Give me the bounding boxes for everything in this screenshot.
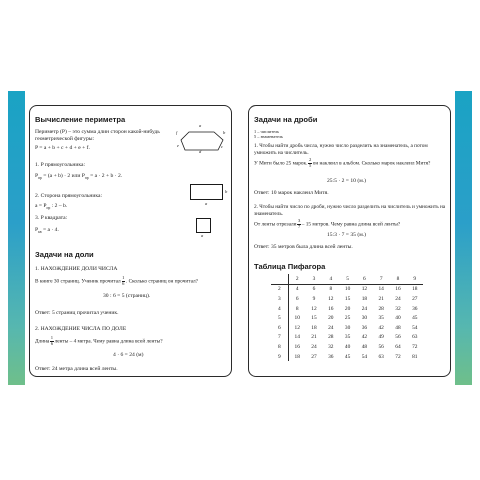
pythagoras-cell: 20 bbox=[344, 305, 351, 312]
pythagoras-cell: 24 bbox=[361, 305, 368, 312]
pythagoras-cell: 40 bbox=[344, 343, 351, 350]
pythagoras-header-cell: 3 bbox=[306, 274, 323, 284]
pythagoras-cell: 25 bbox=[344, 315, 351, 322]
pythagoras-cell: 28 bbox=[378, 305, 384, 312]
fraction-problem-1: У Мити было 25 марок. $\frac{2}{5}$ он наклеил в альбом. Сколько марок наклеил Митя? bbox=[254, 157, 431, 168]
pythagoras-cell: 30 bbox=[361, 315, 368, 322]
pythagoras-row bbox=[271, 304, 423, 314]
pythagoras-cell: 63 bbox=[378, 353, 384, 360]
pythagoras-cell: 21 bbox=[311, 334, 317, 341]
pythagoras-cell: 28 bbox=[328, 334, 334, 341]
pythagoras-cell: 12 bbox=[294, 324, 300, 331]
pythagoras-cell: 72 bbox=[412, 343, 418, 350]
pythagoras-header-cell: 2 bbox=[288, 274, 305, 284]
pythagoras-cell: 72 bbox=[395, 353, 401, 360]
fraction-answer-2: Ответ: 35 метров была длина всей ленты. bbox=[254, 244, 353, 250]
square-heading: 3. P квадрата: bbox=[35, 215, 68, 221]
pythagoras-cell: 24 bbox=[328, 324, 334, 331]
pythagoras-cell: 35 bbox=[378, 315, 384, 322]
pythagoras-header-cell: 5 bbox=[339, 274, 356, 284]
pythagoras-header-cell: 6 bbox=[356, 274, 373, 284]
fraction-tasks-title: Задачи на дроби bbox=[254, 115, 318, 124]
pythagoras-cell: 24 bbox=[395, 295, 401, 302]
pythagoras-cell: 48 bbox=[395, 324, 401, 331]
pythagoras-cell: 12 bbox=[361, 286, 368, 293]
pythagoras-cell: 16 bbox=[294, 343, 300, 350]
pythagoras-cell: 8 bbox=[329, 286, 333, 293]
pythagoras-cell: 36 bbox=[412, 305, 418, 312]
pythagoras-cell: 63 bbox=[412, 334, 418, 341]
fraction-rule-1: 1. Чтобы найти дробь числа, нужно число разделить на знаменатель, а потом умножить на числитель. bbox=[254, 143, 428, 156]
pythagoras-cell: 54 bbox=[361, 353, 368, 360]
pythagoras-row bbox=[271, 352, 423, 362]
pythagoras-cell: 12 bbox=[328, 295, 334, 302]
pythagoras-cell: 14 bbox=[294, 334, 300, 341]
hexagon-label-f: f bbox=[176, 130, 178, 135]
right-page bbox=[243, 97, 455, 381]
hexagon-label-a: a bbox=[199, 123, 202, 128]
pythagoras-cell: 16 bbox=[328, 305, 334, 312]
fraction-answer-1: Ответ: 10 марок наклеил Митя. bbox=[254, 190, 329, 196]
pythagoras-row-label: 8 bbox=[271, 342, 288, 352]
pythagoras-row bbox=[271, 342, 423, 352]
right-reference-box bbox=[248, 105, 451, 377]
rectangle-figure bbox=[190, 184, 223, 200]
pythagoras-row-label: 5 bbox=[271, 313, 288, 323]
square-figure bbox=[196, 218, 211, 233]
pythagoras-row-label: 4 bbox=[271, 304, 288, 314]
side-formula: $a = P_{пр}$ : 2 – b. bbox=[35, 203, 68, 211]
pythagoras-cell: 48 bbox=[361, 343, 368, 350]
pythagoras-row-label: 7 bbox=[271, 333, 288, 343]
fractions-title: Задачи на доли bbox=[35, 250, 94, 259]
number-by-part-calc: 4 · 6 = 24 (м) bbox=[113, 352, 144, 358]
pythagoras-cell: 45 bbox=[412, 315, 418, 322]
pythagoras-cell: 42 bbox=[361, 334, 368, 341]
pythagoras-row bbox=[271, 323, 423, 333]
pythagoras-header-cell: 7 bbox=[373, 274, 390, 284]
pythagoras-row bbox=[271, 284, 423, 294]
pythagoras-row-label: 9 bbox=[271, 352, 288, 362]
pythagoras-cell: 54 bbox=[412, 324, 418, 331]
pythagoras-row bbox=[271, 313, 423, 323]
rect-formula: $P_{пр} = (a + b) \cdot 2$ или $P_{пр} = a \cdot 2 + b \cdot 2$. bbox=[35, 173, 123, 181]
side-heading: 2. Сторона прямоугольника: bbox=[35, 193, 103, 199]
number-by-part-heading: 2. НАХОЖДЕНИЕ ЧИСЛА ПО ДОЛЕ bbox=[35, 326, 127, 332]
left-reference-box bbox=[29, 105, 232, 377]
hexagon-label-c: c bbox=[221, 144, 224, 149]
pythagoras-cell: 15 bbox=[344, 295, 351, 302]
pythagoras-cell: 10 bbox=[344, 286, 351, 293]
pythagoras-cell: 56 bbox=[395, 334, 401, 341]
pythagoras-cell: 35 bbox=[344, 334, 351, 341]
pythagoras-cell: 6 bbox=[295, 295, 299, 302]
pythagoras-row-label: 3 bbox=[271, 294, 288, 304]
pythagoras-cell: 24 bbox=[311, 343, 317, 350]
pythagoras-cell: 4 bbox=[295, 286, 299, 293]
pythagoras-cell: 49 bbox=[378, 334, 384, 341]
number-by-part-answer: Ответ: 24 метра длина всей ленты. bbox=[35, 366, 118, 372]
pythagoras-cell: 30 bbox=[344, 324, 351, 331]
square-label-a: a bbox=[201, 233, 204, 238]
rect-heading: 1. P прямоугольника: bbox=[35, 162, 86, 168]
pythagoras-cell: 9 bbox=[312, 295, 316, 302]
pythagoras-cell: 14 bbox=[378, 286, 384, 293]
hexagon-label-e: e bbox=[177, 143, 180, 148]
pythagoras-cell: 10 bbox=[294, 315, 300, 322]
pythagoras-cell: 81 bbox=[412, 353, 418, 360]
pythagoras-row bbox=[271, 294, 423, 304]
rect-label-b: b bbox=[225, 189, 228, 194]
pythagoras-cell: 64 bbox=[395, 343, 401, 350]
pythagoras-cell: 56 bbox=[378, 343, 384, 350]
number-by-part-problem: Длина $\frac{1}{6}$ ленты – 4 метра. Чему равна длина всей ленты? bbox=[35, 335, 163, 346]
pythagoras-cell: 42 bbox=[378, 324, 384, 331]
pythagoras-cell: 40 bbox=[395, 315, 401, 322]
pythagoras-cell: 27 bbox=[412, 295, 418, 302]
pythagoras-table bbox=[271, 274, 423, 361]
pythagoras-cell: 32 bbox=[328, 343, 334, 350]
pythagoras-cell: 20 bbox=[328, 315, 334, 322]
pythagoras-row-label: 6 bbox=[271, 323, 288, 333]
pythagoras-header-cell: 4 bbox=[322, 274, 339, 284]
pythagoras-header-cell: 8 bbox=[390, 274, 407, 284]
pythagoras-row bbox=[271, 333, 423, 343]
pythagoras-cell: 18 bbox=[361, 295, 368, 302]
pythagoras-cell: 15 bbox=[311, 315, 317, 322]
fraction-problem-2: От ленты отрезали $\frac{3}{7}$ – 15 метров. Чему равна длина всей ленты? bbox=[254, 218, 401, 229]
pythagoras-cell: 18 bbox=[412, 286, 418, 293]
perimeter-definition: Периметр (P) – это сумма длин сторон какой-нибудь геометрической фигуры: bbox=[35, 129, 160, 142]
pythagoras-cell: 36 bbox=[328, 353, 334, 360]
pythagoras-cell: 6 bbox=[312, 286, 316, 293]
pythagoras-cell: 36 bbox=[361, 324, 368, 331]
numerator-legend: 1 – числитель bbox=[254, 129, 280, 134]
pythagoras-cell: 16 bbox=[395, 286, 401, 293]
pythagoras-cell: 32 bbox=[395, 305, 401, 312]
part-of-number-answer: Ответ: 5 страниц прочитал ученик. bbox=[35, 310, 119, 316]
left-page bbox=[25, 97, 237, 381]
hexagon-label-d: d bbox=[199, 149, 202, 154]
part-of-number-problem: В книге 30 страниц. Ученик прочитал $\frac{1}{6}$ . Сколько страниц он прочитал? bbox=[35, 275, 198, 286]
pythagoras-cell: 18 bbox=[294, 353, 300, 360]
pythagoras-cell: 27 bbox=[311, 353, 317, 360]
fraction-calc-2: 15:3 · 7 = 35 (м.) bbox=[327, 232, 367, 238]
pythagoras-cell: 21 bbox=[378, 295, 384, 302]
square-formula: $P_{кв} = a \cdot 4$. bbox=[35, 227, 59, 235]
perimeter-formula: P = a + b + c + d + e + f. bbox=[35, 145, 90, 151]
pythagoras-header-cell: 9 bbox=[406, 274, 423, 284]
perimeter-title: Вычисление периметра bbox=[35, 115, 126, 124]
pythagoras-cell: 12 bbox=[311, 305, 317, 312]
pythagoras-corner-cell bbox=[271, 274, 288, 284]
pythagoras-cell: 45 bbox=[344, 353, 351, 360]
pythagoras-row-label: 2 bbox=[271, 284, 288, 294]
cover-edge-right bbox=[455, 91, 472, 385]
pythagoras-cell: 8 bbox=[295, 305, 299, 312]
pythagoras-cell: 18 bbox=[311, 324, 317, 331]
hexagon-label-b: b bbox=[223, 130, 226, 135]
part-of-number-calc: 30 : 6 = 5 (страниц). bbox=[103, 293, 151, 299]
pythagoras-header-row bbox=[271, 274, 423, 284]
pythagoras-title: Таблица Пифагора bbox=[254, 262, 326, 271]
cover-edge-left bbox=[8, 91, 25, 385]
fraction-calc-1: 25:5 · 2 = 10 (м.) bbox=[327, 178, 367, 184]
rect-label-a: a bbox=[205, 201, 208, 206]
notebook-cover bbox=[8, 91, 472, 385]
part-of-number-heading: 1. НАХОЖДЕНИЕ ДОЛИ ЧИСЛА bbox=[35, 266, 118, 272]
fraction-rule-2: 2. Чтобы найти число по дроби, нужно число разделить на числитель и умножить на знаменатель. bbox=[254, 204, 446, 217]
denominator-legend: 5 – знаменатель bbox=[254, 134, 283, 139]
